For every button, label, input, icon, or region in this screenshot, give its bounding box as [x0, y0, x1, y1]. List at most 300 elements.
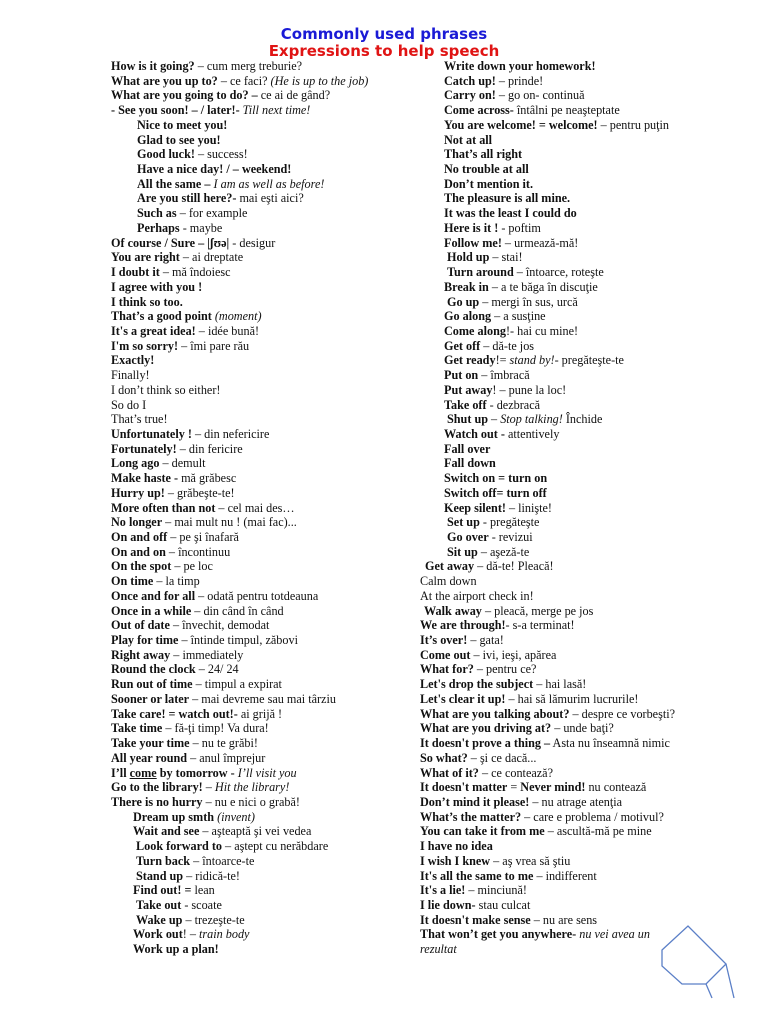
phrase-entry	[111, 810, 416, 825]
phrase-entry	[111, 824, 416, 839]
phrase-text: Long ago	[111, 456, 160, 471]
phrase-text: Put on	[444, 368, 479, 383]
phrase-entry	[420, 133, 720, 148]
phrase-entry	[111, 206, 416, 221]
phrase-entry	[111, 559, 416, 574]
phrase-entry	[420, 633, 720, 648]
phrase-text: Unfortunately !	[111, 426, 192, 441]
translation-text: – hai lasă!	[533, 677, 587, 692]
phrase-entry	[420, 147, 720, 162]
translation-text: stau culcat	[475, 897, 531, 912]
translation-text: Finally!	[111, 368, 150, 383]
translation-text: Hit the library!	[214, 780, 290, 795]
phrase-text: It was the least I could do	[444, 206, 577, 221]
phrase-entry	[420, 324, 720, 339]
phrase-entry	[420, 883, 720, 898]
translation-text: – ascultă-mă pe mine	[544, 824, 652, 839]
phrase-entry	[420, 648, 720, 663]
phrase-text: Round the clock	[111, 662, 196, 677]
phrase-entry	[111, 780, 416, 795]
phrase-entry	[111, 618, 416, 633]
phrase-text: come	[129, 765, 157, 780]
phrase-text: Not at all	[444, 132, 493, 147]
phrase-entry	[420, 869, 720, 884]
phrase-entry	[420, 545, 720, 560]
phrase-text: by tomorrow -	[156, 765, 235, 780]
translation-text: – nu e nici o grabă!	[202, 794, 300, 809]
phrase-entry	[420, 839, 720, 854]
phrase-text: Once and for all	[111, 588, 196, 603]
phrase-text: I have no idea	[420, 839, 493, 854]
phrase-entry	[111, 103, 416, 118]
phrase-text: Have a nice day! / – weekend!	[137, 162, 292, 177]
phrase-entry	[420, 383, 720, 398]
phrase-text: Get ready	[444, 353, 496, 368]
translation-text: – ce contează?	[478, 765, 553, 780]
translation-text: – nu are sens	[530, 912, 598, 927]
phrase-text: Wait and see	[133, 824, 200, 839]
phrase-text: Don’t mention it.	[444, 176, 534, 191]
phrase-entry	[111, 545, 416, 560]
phrase-entry	[420, 677, 720, 692]
left-phrase-column	[111, 59, 416, 957]
phrase-text: Make haste -	[111, 471, 179, 486]
phrase-entry	[111, 766, 416, 781]
translation-text: – ai dreptate	[179, 250, 244, 265]
phrase-entry	[420, 721, 720, 736]
phrase-text: Nice to meet you!	[137, 117, 228, 132]
translation-text: lean	[191, 883, 215, 898]
phrase-entry	[111, 191, 416, 206]
translation-text: I am as well as before!	[213, 176, 325, 191]
phrase-text: It doesn't matter	[420, 780, 508, 795]
phrase-text: Find out! =	[133, 883, 192, 898]
phrase-entry	[420, 707, 720, 722]
translation-text: – nu atrage atenţia	[529, 794, 623, 809]
phrase-text: On and off	[111, 530, 168, 544]
phrase-entry	[111, 221, 416, 236]
phrase-text: You are welcome! = welcome!	[444, 117, 598, 132]
phrase-entry	[111, 913, 416, 928]
phrase-entry	[111, 574, 416, 589]
phrase-text: Hold up	[447, 250, 490, 265]
translation-text: rezultat	[420, 942, 457, 957]
phrase-entry	[111, 368, 416, 383]
phrase-entry	[420, 662, 720, 677]
phrase-text: Fall over	[444, 441, 491, 456]
phrase-text: Carry on!	[444, 88, 496, 103]
translation-text: - revizui	[488, 530, 533, 544]
phrase-text: Once in a while	[111, 603, 192, 618]
phrase-entry	[111, 427, 416, 442]
translation-text: - scoate	[181, 897, 222, 912]
phrase-entry	[420, 589, 720, 604]
phrase-text: Perhaps	[137, 220, 180, 235]
phrase-entry	[111, 118, 416, 133]
phrase-entry	[111, 309, 416, 324]
phrase-text: Break in	[444, 279, 489, 294]
phrase-entry	[111, 942, 416, 957]
translation-text: –	[202, 780, 215, 795]
phrase-entry	[420, 118, 720, 133]
phrase-text: Come across-	[444, 103, 514, 118]
phrase-entry	[420, 501, 720, 516]
translation-text: – minciună!	[465, 883, 527, 898]
phrase-entry	[420, 618, 720, 633]
phrase-text: Switch on = turn on	[444, 471, 548, 486]
phrase-entry	[111, 265, 416, 280]
phrase-text: Here is it !	[444, 220, 499, 235]
phrase-entry	[420, 398, 720, 413]
phrase-entry	[111, 692, 416, 707]
phrase-entry	[420, 692, 720, 707]
phrase-entry	[420, 854, 720, 869]
phrase-text: Right away	[111, 647, 171, 662]
phrase-entry	[111, 353, 416, 368]
translation-text: – încontinuu	[165, 544, 231, 559]
phrase-text: Good luck!	[137, 147, 195, 162]
phrase-text: Glad to see you!	[137, 132, 221, 147]
translation-text: – întinde timpul, zăbovi	[178, 633, 298, 648]
phrase-text: Let's drop the subject	[420, 677, 534, 692]
phrase-text: Sooner or later	[111, 691, 190, 706]
translation-text: – aşteaptă şi vei vedea	[199, 824, 312, 839]
translation-text: – pentru puţin	[597, 117, 670, 132]
page-corner-shape	[658, 920, 738, 1000]
phrase-text: Put away	[444, 382, 493, 397]
translation-text: – dă-te! Pleacă!	[474, 559, 554, 574]
phrase-text: Follow me!	[444, 235, 502, 250]
translation-text: – mai devreme sau mai târziu	[189, 691, 336, 706]
phrase-text: Go to the library!	[111, 780, 203, 795]
phrase-text: No longer	[111, 515, 163, 530]
phrase-text: I'm so sorry!	[111, 338, 179, 353]
translation-text: – aştept cu nerăbdare	[222, 839, 329, 854]
phrase-entry	[420, 442, 720, 457]
phrase-text: What for?	[420, 662, 474, 677]
translation-text: mai eşti aici?	[236, 191, 304, 206]
phrase-entry	[420, 162, 720, 177]
translation-text: – şi ce dacă...	[467, 750, 537, 765]
translation-text: – indifferent	[533, 868, 597, 883]
phrase-entry	[111, 147, 416, 162]
phrase-text: Of course / Sure – |ʃʊə|	[111, 235, 230, 250]
translation-text: attentively	[504, 426, 560, 441]
phrase-entry	[111, 324, 416, 339]
phrase-entry	[420, 368, 720, 383]
translation-text: - maybe	[179, 220, 223, 235]
translation-text: - s-a terminat!	[505, 618, 575, 633]
phrase-text: I think so too.	[111, 294, 183, 309]
phrase-text: It’s over!	[420, 633, 468, 648]
phrase-text: Don’t mind it please!	[420, 794, 530, 809]
phrase-text: Exactly!	[111, 353, 155, 368]
phrase-text: That’s all right	[444, 147, 523, 162]
phrase-text: Stand up	[136, 868, 184, 883]
translation-text: !- hai cu mine!	[505, 323, 579, 338]
phrase-text: Walk away	[424, 603, 482, 618]
phrase-text: Catch up!	[444, 73, 496, 88]
phrase-entry	[420, 206, 720, 221]
phrase-text: What of it?	[420, 765, 479, 780]
phrase-entry	[420, 456, 720, 471]
translation-text: – immediately	[170, 647, 244, 662]
phrase-text: All year round	[111, 750, 188, 765]
phrase-entry	[420, 280, 720, 295]
phrase-text: Get away	[425, 559, 475, 574]
phrase-text: Work up a plan!	[133, 942, 219, 957]
translation-text: – hai să lămurim lucrurile!	[505, 691, 639, 706]
phrase-entry	[111, 515, 416, 530]
translation-text: – timpul a expirat	[192, 677, 282, 692]
phrase-entry	[111, 648, 416, 663]
translation-text: nu vei avea un	[579, 927, 650, 942]
phrase-text: No trouble at all	[444, 162, 529, 177]
translation-text: – odată pentru totdeauna	[195, 588, 319, 603]
translation-text: – urmează-mă!	[501, 235, 579, 250]
phrase-entry	[111, 398, 416, 413]
phrase-text: We are through!	[420, 618, 506, 633]
translation-text: – prinde!	[495, 73, 544, 88]
translation-text: – pe loc	[171, 559, 213, 574]
translation-text: Închide	[562, 412, 603, 427]
phrase-entry	[111, 589, 416, 604]
phrase-text: Never mind!	[520, 780, 586, 795]
translation-text: – pe şi înafară	[167, 530, 239, 544]
phrase-text: Wake up	[136, 912, 183, 927]
phrase-entry	[111, 412, 416, 427]
phrase-text: That’s a good point	[111, 309, 212, 324]
phrase-text: Set up	[447, 515, 480, 530]
phrase-text: Turn back	[136, 853, 191, 868]
phrase-entry	[420, 766, 720, 781]
phrase-entry	[420, 103, 720, 118]
phrase-entry	[420, 265, 720, 280]
phrase-text: How is it going?	[111, 59, 195, 73]
phrase-text: Turn around	[447, 265, 514, 280]
translation-text: train body	[199, 927, 250, 942]
phrase-text: Come along	[444, 323, 506, 338]
page-subtitle: Expressions to help speech	[268, 42, 500, 60]
phrase-text: It's all the same to me	[420, 868, 534, 883]
translation-text: – idée bună!	[195, 323, 260, 338]
translation-text: - pregăteşte	[479, 515, 540, 530]
phrase-entry	[420, 236, 720, 251]
phrase-text: On time	[111, 574, 154, 589]
translation-text: – fă-ţi timp! Va dura!	[162, 721, 269, 736]
phrase-entry	[420, 471, 720, 486]
phrase-entry	[420, 412, 720, 427]
translation-text: – demult	[159, 456, 206, 471]
phrase-entry	[420, 559, 720, 574]
phrase-entry	[420, 736, 720, 751]
translation-text: – 24/ 24	[195, 662, 239, 677]
translation-text: – mă îndoiesc	[159, 265, 231, 280]
phrase-entry	[111, 295, 416, 310]
phrase-entry	[111, 133, 416, 148]
phrase-entry	[111, 530, 416, 545]
translation-text: =	[507, 780, 521, 795]
phrase-entry	[420, 427, 720, 442]
translation-text: – la timp	[153, 574, 200, 589]
phrase-entry	[111, 721, 416, 736]
phrase-entry	[111, 795, 416, 810]
translation-text: ! –	[182, 927, 200, 942]
translation-text: ce ai de gând?	[257, 88, 331, 103]
phrase-text: What are you driving at?	[420, 721, 552, 736]
translation-text: - pregăteşte-te	[554, 353, 624, 368]
phrase-entry	[111, 486, 416, 501]
phrase-entry	[111, 927, 416, 942]
right-phrase-column	[420, 59, 720, 957]
translation-text: – for example	[176, 206, 248, 221]
phrase-entry	[111, 707, 416, 722]
phrase-text: It's a lie!	[420, 883, 466, 898]
phrase-entry	[420, 88, 720, 103]
translation-text: – pentru ce?	[473, 662, 537, 677]
page-title: Commonly used phrases	[280, 25, 488, 43]
phrase-entry	[111, 59, 416, 74]
phrase-text: Out of date	[111, 618, 170, 633]
phrase-text: Write down your homework!	[444, 59, 596, 73]
phrase-text: You can take it from me	[420, 824, 545, 839]
phrase-text: Shut up	[447, 412, 488, 427]
translation-text: – îmbracă	[478, 368, 530, 383]
phrase-text: On and on	[111, 544, 166, 559]
phrase-text: What are you talking about?	[420, 706, 570, 721]
phrase-text: Fortunately!	[111, 441, 177, 456]
phrase-entry	[111, 883, 416, 898]
translation-text: Till next time!	[242, 103, 311, 118]
phrase-entry	[420, 824, 720, 839]
phrase-text: Go over	[447, 530, 489, 544]
translation-text: – despre ce vorbeşti?	[569, 706, 676, 721]
translation-text: – go on- continuă	[495, 88, 585, 103]
phrase-entry	[111, 280, 416, 295]
phrase-entry	[420, 295, 720, 310]
phrase-entry	[420, 339, 720, 354]
translation-text: Asta nu înseamnă nimic	[550, 736, 670, 751]
phrase-text: Get off	[444, 338, 481, 353]
translation-text: – dă-te jos	[480, 338, 535, 353]
phrase-text: I agree with you !	[111, 279, 203, 294]
phrase-text: Dream up smth	[133, 809, 215, 824]
phrase-text: - See you soon! – / later!-	[111, 103, 240, 118]
phrase-text: Sit up	[447, 544, 478, 559]
translation-text: - dezbracă	[486, 397, 541, 412]
translation-text: At the airport check in!	[420, 588, 534, 603]
phrase-text: I wish I knew	[420, 853, 491, 868]
translation-text: – trezeşte-te	[182, 912, 245, 927]
phrase-text: I lie down-	[420, 897, 476, 912]
phrase-entry	[111, 662, 416, 677]
phrase-entry	[111, 677, 416, 692]
phrase-entry	[111, 471, 416, 486]
translation-text: – îmi pare rău	[178, 338, 250, 353]
phrase-entry	[111, 854, 416, 869]
translation-text: – linişte!	[505, 500, 552, 515]
phrase-text: Fall down	[444, 456, 496, 471]
phrase-text: So what?	[420, 750, 468, 765]
phrase-text: Take your time	[111, 736, 190, 751]
phrase-text: It doesn't make sense	[420, 912, 531, 927]
phrase-entry	[420, 221, 720, 236]
phrase-text: What’s the matter?	[420, 809, 522, 824]
phrase-text: Take care! = watch out!-	[111, 706, 238, 721]
phrase-entry	[111, 604, 416, 619]
translation-text: – întoarce-te	[190, 853, 255, 868]
translation-text: – mai mult nu ! (mai fac)...	[162, 515, 297, 530]
phrase-text: Work out	[133, 927, 183, 942]
phrase-entry	[420, 530, 720, 545]
phrase-entry	[420, 177, 720, 192]
phrase-entry	[420, 898, 720, 913]
phrase-entry	[420, 486, 720, 501]
phrase-entry	[111, 383, 416, 398]
phrase-entry	[420, 250, 720, 265]
phrase-entry	[111, 869, 416, 884]
translation-text: - poftim	[498, 220, 541, 235]
phrase-entry	[420, 574, 720, 589]
translation-text: ! – pune la loc!	[492, 382, 567, 397]
phrase-entry	[420, 810, 720, 825]
translation-text: ai grijă !	[237, 706, 283, 721]
phrase-text: The pleasure is all mine.	[444, 191, 571, 206]
phrase-entry	[111, 633, 416, 648]
translation-text: – ce faci?	[217, 73, 271, 88]
phrase-entry	[420, 604, 720, 619]
phrase-text: I doubt it	[111, 265, 160, 280]
phrase-entry	[420, 59, 720, 74]
translation-text: – din nefericire	[191, 426, 270, 441]
phrase-entry	[111, 442, 416, 457]
translation-text: – aşeză-te	[477, 544, 530, 559]
translation-text: Calm down	[420, 574, 477, 589]
phrase-entry	[420, 515, 720, 530]
phrase-entry	[111, 501, 416, 516]
phrase-text: Come out	[420, 647, 471, 662]
phrase-text: Play for time	[111, 633, 179, 648]
phrase-entry	[111, 839, 416, 854]
translation-text: – cum merg treburie?	[194, 59, 303, 73]
phrase-text: You are right	[111, 250, 180, 265]
phrase-entry	[111, 736, 416, 751]
translation-text: –	[488, 412, 501, 427]
translation-text: – a susţine	[491, 309, 546, 324]
phrase-text: On the spot	[111, 559, 172, 574]
phrase-text: Keep silent!	[444, 500, 506, 515]
phrase-text: More often than not	[111, 500, 216, 515]
translation-text: – stai!	[489, 250, 523, 265]
phrase-text: Take out	[136, 897, 182, 912]
translation-text: – din când în când	[191, 603, 284, 618]
translation-text: !=	[495, 353, 510, 368]
phrase-text: All the same –	[137, 176, 211, 191]
phrase-entry	[420, 795, 720, 810]
phrase-entry	[420, 309, 720, 324]
translation-text: (He is up to the job)	[270, 73, 369, 88]
translation-text: – ridică-te!	[183, 868, 240, 883]
phrase-entry	[111, 74, 416, 89]
phrase-entry	[111, 250, 416, 265]
phrase-text: Such as	[137, 206, 177, 221]
phrase-text: Go up	[447, 294, 480, 309]
translation-text: nu contează	[585, 780, 647, 795]
translation-text: – anul împrejur	[187, 750, 266, 765]
phrase-text: Run out of time	[111, 677, 193, 692]
translation-text: I don’t think so either!	[111, 382, 221, 397]
translation-text: – aş vrea să ştiu	[490, 853, 571, 868]
